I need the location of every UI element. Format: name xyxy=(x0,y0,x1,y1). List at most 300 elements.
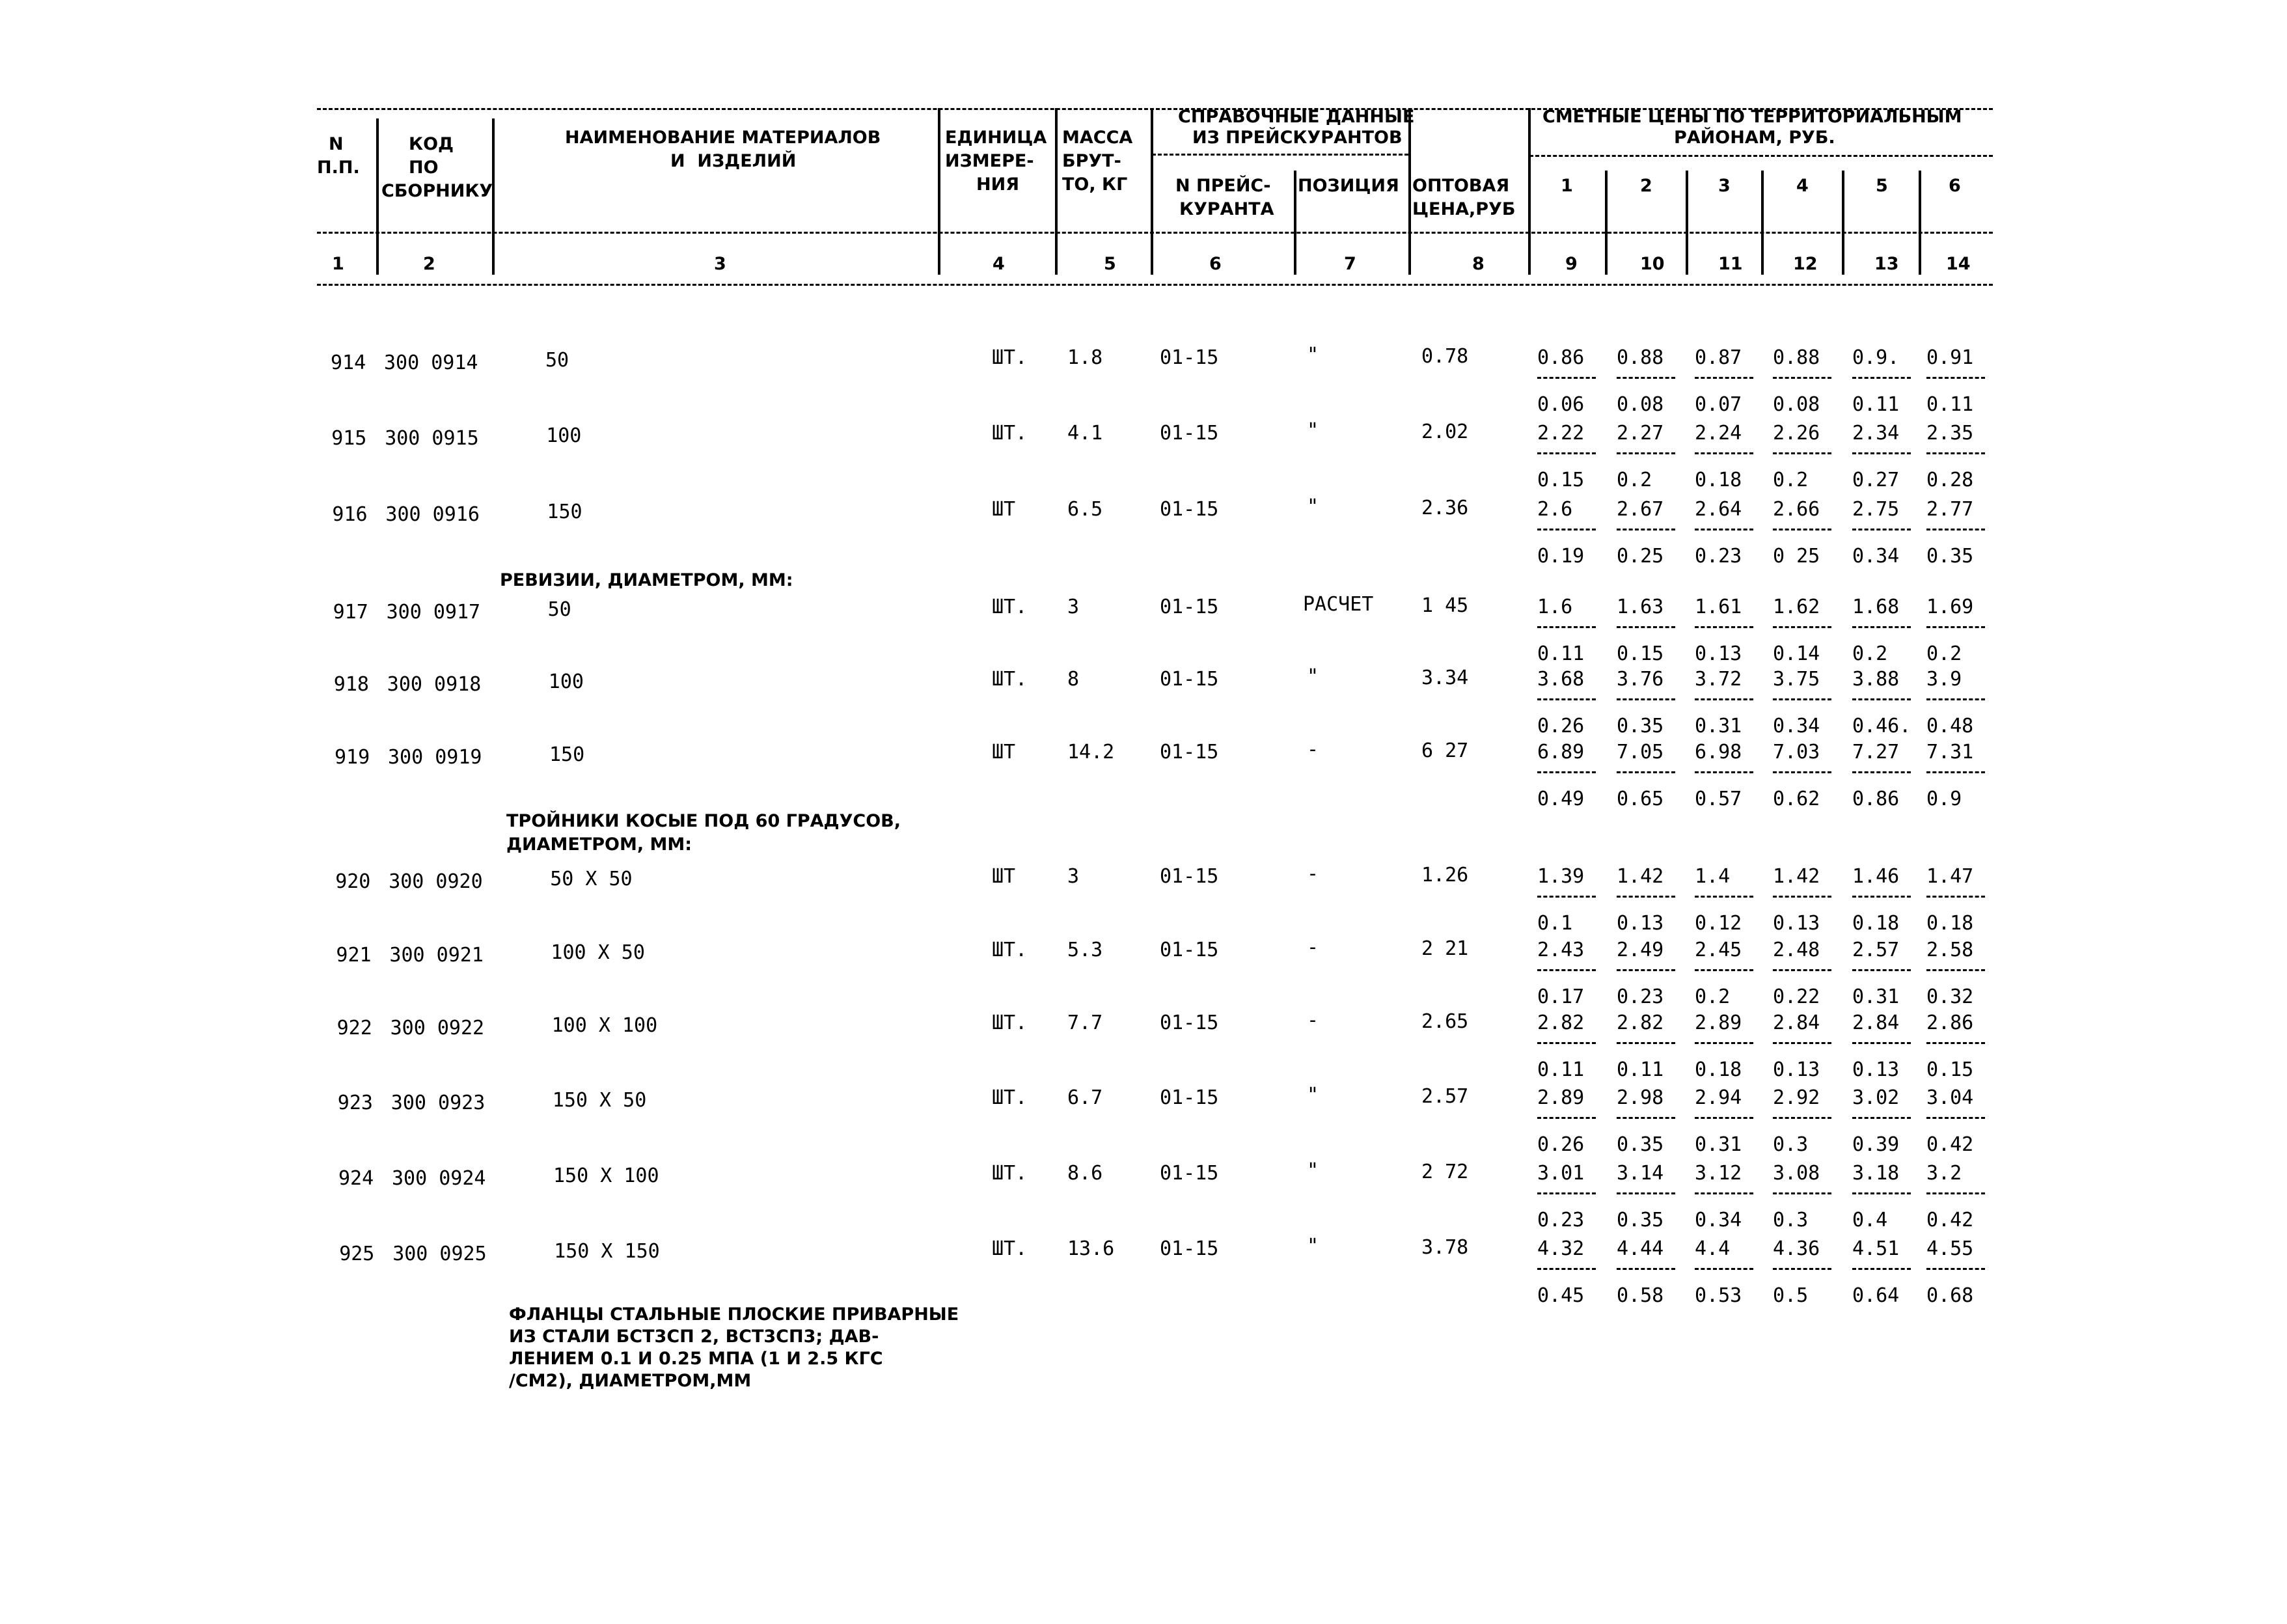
ref-header: ИЗ ПРЕЙСКУРАНТОВ xyxy=(1192,128,1403,148)
region-price-sub: 0.1 xyxy=(1537,912,1573,935)
fraction-line xyxy=(1773,1042,1831,1044)
row-number: 924 xyxy=(338,1167,374,1190)
row-name: 150 X 50 xyxy=(552,1089,647,1112)
fraction-line xyxy=(1617,969,1675,971)
region-price-sub: 0.14 xyxy=(1773,642,1820,665)
region-price-sub: 0.49 xyxy=(1537,788,1585,810)
header-mid-rule xyxy=(317,232,1993,234)
region-price-sub: 0.19 xyxy=(1537,545,1585,568)
col-divider xyxy=(1151,108,1153,275)
row-name: 50 xyxy=(545,349,569,372)
row-code: 300 0919 xyxy=(388,746,482,769)
region-price-sub: 0.15 xyxy=(1617,642,1664,665)
col1-header: N xyxy=(329,134,344,154)
region-price: 0.88 xyxy=(1617,346,1664,369)
region-price: 2.57 xyxy=(1852,939,1900,961)
region-price-sub: 0.11 xyxy=(1537,642,1585,665)
region-price: 1.42 xyxy=(1617,865,1664,888)
region-price-sub: 0.34 xyxy=(1852,545,1900,568)
region-price-sub: 0.62 xyxy=(1773,788,1820,810)
row-position: - xyxy=(1307,862,1319,885)
row-number: 914 xyxy=(331,351,366,374)
fraction-line xyxy=(1926,626,1985,628)
col-divider xyxy=(1919,171,1921,275)
region-price: 4.55 xyxy=(1926,1237,1974,1260)
row-number: 920 xyxy=(335,870,371,893)
region-price: 6.89 xyxy=(1537,741,1585,764)
region-price-sub: 0.13 xyxy=(1695,642,1742,665)
column-number: 14 xyxy=(1946,254,1971,274)
fraction-line xyxy=(1537,1268,1596,1270)
region-number: 6 xyxy=(1949,176,1961,196)
row-position: " xyxy=(1307,1159,1319,1182)
fraction-line xyxy=(1926,771,1985,773)
section-heading: ФЛАНЦЫ СТАЛЬНЫЕ ПЛОСКИЕ ПРИВАРНЫЕ xyxy=(509,1304,959,1325)
col-divider xyxy=(1686,171,1688,275)
row-unit: ШТ xyxy=(992,741,1016,764)
fraction-line xyxy=(1537,529,1596,530)
region-price-sub: 0.06 xyxy=(1537,393,1585,416)
col8-header: ЦЕНА,РУБ xyxy=(1412,199,1516,219)
fraction-line xyxy=(1852,377,1911,379)
region-price-sub: 0.18 xyxy=(1695,1058,1742,1081)
fraction-line xyxy=(1695,969,1753,971)
column-number: 6 xyxy=(1209,254,1222,274)
col4-header: ЕДИНИЦА xyxy=(945,128,1047,148)
column-number: 5 xyxy=(1104,254,1116,274)
region-price: 3.18 xyxy=(1852,1162,1900,1185)
row-number: 919 xyxy=(335,746,370,769)
region-price: 2.35 xyxy=(1926,422,1974,445)
region-price-sub: 0.23 xyxy=(1617,985,1664,1008)
fraction-line xyxy=(1617,626,1675,628)
section-heading: ЛЕНИЕМ 0.1 И 0.25 МПА (1 И 2.5 КГС xyxy=(509,1349,883,1369)
region-price: 2.82 xyxy=(1537,1012,1585,1034)
region-price-sub: 0.18 xyxy=(1852,912,1900,935)
region-price: 2.89 xyxy=(1537,1086,1585,1109)
region-price: 2.27 xyxy=(1617,422,1664,445)
region-price: 2.66 xyxy=(1773,498,1820,521)
row-number: 918 xyxy=(333,673,369,696)
col6-header: N ПРЕЙС- xyxy=(1175,176,1271,196)
region-price-sub: 0.11 xyxy=(1852,393,1900,416)
region-price: 1.47 xyxy=(1926,865,1974,888)
fraction-line xyxy=(1773,1117,1831,1119)
fraction-line xyxy=(1617,896,1675,898)
region-price-sub: 0.4 xyxy=(1852,1209,1888,1232)
row-unit: ШТ. xyxy=(992,422,1028,445)
ref-subrule xyxy=(1152,154,1408,156)
region-price: 3.76 xyxy=(1617,668,1664,691)
row-unit: ШТ xyxy=(992,498,1016,521)
fraction-line xyxy=(1773,529,1831,530)
row-mass: 14.2 xyxy=(1067,741,1115,764)
fraction-line xyxy=(1617,771,1675,773)
region-number: 3 xyxy=(1718,176,1731,196)
column-number: 13 xyxy=(1874,254,1899,274)
region-price-sub: 0.22 xyxy=(1773,985,1820,1008)
region-price: 3.68 xyxy=(1537,668,1585,691)
region-price: 6.98 xyxy=(1695,741,1742,764)
regions-header: СМЕТНЫЕ ЦЕНЫ ПО ТЕРРИТОРИАЛЬНЫМ xyxy=(1542,107,1962,127)
region-price-sub: 0.26 xyxy=(1537,1133,1585,1156)
row-name: 50 X 50 xyxy=(550,868,633,890)
region-price-sub: 0.13 xyxy=(1852,1058,1900,1081)
fraction-line xyxy=(1773,698,1831,700)
fraction-line xyxy=(1695,626,1753,628)
region-number: 5 xyxy=(1876,176,1888,196)
region-price: 1.46 xyxy=(1852,865,1900,888)
fraction-line xyxy=(1617,452,1675,454)
row-mass: 8.6 xyxy=(1067,1162,1103,1185)
fraction-line xyxy=(1695,1268,1753,1270)
col-divider xyxy=(1605,171,1608,275)
fraction-line xyxy=(1695,529,1753,530)
row-wholesale-price: 2 21 xyxy=(1421,937,1469,960)
row-price-list: 01-15 xyxy=(1160,1012,1219,1034)
col-divider xyxy=(376,118,379,275)
row-position: - xyxy=(1307,1009,1319,1032)
row-position: " xyxy=(1307,344,1319,366)
column-number: 3 xyxy=(714,254,726,274)
fraction-line xyxy=(1617,1117,1675,1119)
col4-header: ИЗМЕРЕ- xyxy=(945,151,1034,171)
row-mass: 5.3 xyxy=(1067,939,1103,961)
row-number: 916 xyxy=(332,503,368,526)
row-name: 150 X 100 xyxy=(553,1164,659,1187)
region-price: 4.51 xyxy=(1852,1237,1900,1260)
col2-header: КОД xyxy=(409,134,454,154)
row-code: 300 0922 xyxy=(390,1017,485,1039)
region-price: 0.91 xyxy=(1926,346,1974,369)
row-code: 300 0916 xyxy=(385,503,480,526)
fraction-line xyxy=(1773,377,1831,379)
region-price: 7.03 xyxy=(1773,741,1820,764)
region-price: 3.72 xyxy=(1695,668,1742,691)
region-price: 1.61 xyxy=(1695,596,1742,618)
row-name: 100 X 50 xyxy=(551,941,645,964)
row-unit: ШТ. xyxy=(992,1012,1028,1034)
row-wholesale-price: 2.36 xyxy=(1421,497,1469,519)
fraction-line xyxy=(1695,377,1753,379)
region-price-sub: 0.65 xyxy=(1617,788,1664,810)
section-heading: ДИАМЕТРОМ, ММ: xyxy=(506,834,692,855)
row-wholesale-price: 6 27 xyxy=(1421,739,1469,762)
column-number: 7 xyxy=(1344,254,1356,274)
region-price-sub: 0.9 xyxy=(1926,788,1962,810)
col-divider xyxy=(1528,108,1531,275)
region-price-sub: 0.2 xyxy=(1852,642,1888,665)
region-price-sub: 0.48 xyxy=(1926,715,1974,737)
fraction-line xyxy=(1926,896,1985,898)
region-price: 1.6 xyxy=(1537,596,1573,618)
row-name: 100 xyxy=(546,424,582,447)
fraction-line xyxy=(1926,1192,1985,1194)
row-code: 300 0925 xyxy=(392,1243,487,1265)
region-price-sub: 0.2 xyxy=(1695,985,1731,1008)
row-wholesale-price: 1 45 xyxy=(1421,594,1469,617)
fraction-line xyxy=(1926,377,1985,379)
fraction-line xyxy=(1773,896,1831,898)
fraction-line xyxy=(1852,452,1911,454)
row-position: " xyxy=(1307,495,1319,518)
region-price: 1.62 xyxy=(1773,596,1820,618)
col-divider xyxy=(1761,171,1764,275)
column-number: 2 xyxy=(423,254,435,274)
fraction-line xyxy=(1695,698,1753,700)
region-price-sub: 0.39 xyxy=(1852,1133,1900,1156)
region-price-sub: 0.3 xyxy=(1773,1133,1809,1156)
fraction-line xyxy=(1617,1192,1675,1194)
region-price-sub: 0.25 xyxy=(1617,545,1664,568)
col-divider xyxy=(1055,108,1058,275)
region-number: 4 xyxy=(1796,176,1809,196)
row-name: 150 xyxy=(547,501,582,523)
fraction-line xyxy=(1695,896,1753,898)
row-name: 100 xyxy=(548,670,584,693)
region-price: 3.01 xyxy=(1537,1162,1585,1185)
fraction-line xyxy=(1537,969,1596,971)
ref-header: СПРАВОЧНЫЕ ДАННЫЕ xyxy=(1178,107,1415,127)
col2-header: СБОРНИКУ xyxy=(381,181,493,201)
col5-header: ТО, КГ xyxy=(1062,174,1128,195)
regions-header: РАЙОНАМ, РУБ. xyxy=(1674,128,1835,148)
region-price-sub: 0.31 xyxy=(1852,985,1900,1008)
row-price-list: 01-15 xyxy=(1160,422,1219,445)
region-price-sub: 0.34 xyxy=(1695,1209,1742,1232)
region-price-sub: 0.26 xyxy=(1537,715,1585,737)
regions-subrule xyxy=(1529,155,1993,157)
region-price-sub: 0.23 xyxy=(1537,1209,1585,1232)
col-divider xyxy=(1294,171,1296,275)
region-price-sub: 0.46. xyxy=(1852,715,1911,737)
row-position: - xyxy=(1307,936,1319,959)
column-number: 11 xyxy=(1718,254,1743,274)
row-unit: ШТ xyxy=(992,865,1016,888)
row-price-list: 01-15 xyxy=(1160,1086,1219,1109)
region-price: 7.27 xyxy=(1852,741,1900,764)
region-price-sub: 0.15 xyxy=(1926,1058,1974,1081)
region-price: 4.36 xyxy=(1773,1237,1820,1260)
fraction-line xyxy=(1926,1117,1985,1119)
header-bottom-rule xyxy=(317,284,1993,286)
section-heading: ИЗ СТАЛИ БСТ3СП 2, ВСТ3СП3; ДАВ- xyxy=(509,1327,879,1347)
region-price: 0.9. xyxy=(1852,346,1900,369)
row-unit: ШТ. xyxy=(992,1162,1028,1185)
fraction-line xyxy=(1617,698,1675,700)
region-price-sub: 0 25 xyxy=(1773,545,1820,568)
row-number: 925 xyxy=(339,1243,375,1265)
row-number: 915 xyxy=(331,427,367,450)
region-price: 2.48 xyxy=(1773,939,1820,961)
fraction-line xyxy=(1537,1117,1596,1119)
region-price-sub: 0.34 xyxy=(1773,715,1820,737)
row-price-list: 01-15 xyxy=(1160,741,1219,764)
region-price: 2.92 xyxy=(1773,1086,1820,1109)
region-price-sub: 0.23 xyxy=(1695,545,1742,568)
col8-header: ОПТОВАЯ xyxy=(1412,176,1510,196)
fraction-line xyxy=(1617,1268,1675,1270)
row-unit: ШТ. xyxy=(992,346,1028,369)
region-price-sub: 0.2 xyxy=(1773,469,1809,491)
fraction-line xyxy=(1617,529,1675,530)
row-code: 300 0924 xyxy=(392,1167,486,1190)
fraction-line xyxy=(1695,1192,1753,1194)
region-price-sub: 0.68 xyxy=(1926,1284,1974,1307)
row-number: 922 xyxy=(336,1017,372,1039)
fraction-line xyxy=(1537,452,1596,454)
fraction-line xyxy=(1852,1042,1911,1044)
region-price: 2.86 xyxy=(1926,1012,1974,1034)
row-wholesale-price: 3.78 xyxy=(1421,1236,1469,1259)
fraction-line xyxy=(1852,1268,1911,1270)
region-price: 3.02 xyxy=(1852,1086,1900,1109)
row-code: 300 0915 xyxy=(385,427,479,450)
row-number: 917 xyxy=(333,601,368,624)
row-mass: 7.7 xyxy=(1067,1012,1103,1034)
region-price: 7.05 xyxy=(1617,741,1664,764)
fraction-line xyxy=(1773,452,1831,454)
region-price-sub: 0.35 xyxy=(1617,1209,1664,1232)
row-position: - xyxy=(1307,738,1319,761)
row-mass: 3 xyxy=(1067,865,1080,888)
region-price-sub: 0.18 xyxy=(1695,469,1742,491)
row-code: 300 0918 xyxy=(387,673,482,696)
col2-header: ПО xyxy=(409,158,439,178)
region-price-sub: 0.42 xyxy=(1926,1209,1974,1232)
column-number: 8 xyxy=(1472,254,1485,274)
region-price-sub: 0.31 xyxy=(1695,1133,1742,1156)
region-price-sub: 0.2 xyxy=(1617,469,1652,491)
region-price: 1.39 xyxy=(1537,865,1585,888)
region-price-sub: 0.35 xyxy=(1926,545,1974,568)
fraction-line xyxy=(1926,1042,1985,1044)
region-price-sub: 0.57 xyxy=(1695,788,1742,810)
region-price: 1.63 xyxy=(1617,596,1664,618)
row-position: " xyxy=(1307,1084,1319,1107)
row-mass: 8 xyxy=(1067,668,1080,691)
col6-header: КУРАНТА xyxy=(1179,199,1274,219)
fraction-line xyxy=(1617,1042,1675,1044)
row-number: 921 xyxy=(336,944,372,967)
fraction-line xyxy=(1852,771,1911,773)
col4-header: НИЯ xyxy=(976,174,1019,195)
row-price-list: 01-15 xyxy=(1160,346,1219,369)
region-price-sub: 0.86 xyxy=(1852,788,1900,810)
col-divider xyxy=(1408,108,1411,275)
col1-header: П.П. xyxy=(317,158,360,178)
region-price-sub: 0.27 xyxy=(1852,469,1900,491)
region-price: 4.32 xyxy=(1537,1237,1585,1260)
fraction-line xyxy=(1852,1117,1911,1119)
region-price-sub: 0.28 xyxy=(1926,469,1974,491)
row-wholesale-price: 3.34 xyxy=(1421,667,1469,689)
region-price-sub: 0.5 xyxy=(1773,1284,1809,1307)
region-price: 0.88 xyxy=(1773,346,1820,369)
fraction-line xyxy=(1773,626,1831,628)
region-price: 1.42 xyxy=(1773,865,1820,888)
region-price-sub: 0.32 xyxy=(1926,985,1974,1008)
col7-header: ПОЗИЦИЯ xyxy=(1298,176,1399,196)
row-position: " xyxy=(1307,419,1319,442)
region-price: 3.12 xyxy=(1695,1162,1742,1185)
region-price: 2.84 xyxy=(1852,1012,1900,1034)
region-price-sub: 0.07 xyxy=(1695,393,1742,416)
region-price: 2.77 xyxy=(1926,498,1974,521)
region-price: 0.87 xyxy=(1695,346,1742,369)
fraction-line xyxy=(1695,452,1753,454)
region-price: 2.26 xyxy=(1773,422,1820,445)
region-price: 2.58 xyxy=(1926,939,1974,961)
fraction-line xyxy=(1695,771,1753,773)
region-price: 1.69 xyxy=(1926,596,1974,618)
region-price: 3.2 xyxy=(1926,1162,1962,1185)
row-position: " xyxy=(1307,665,1319,688)
fraction-line xyxy=(1537,896,1596,898)
region-price: 2.75 xyxy=(1852,498,1900,521)
row-price-list: 01-15 xyxy=(1160,865,1219,888)
col3-header: И ИЗДЕЛИЙ xyxy=(670,151,797,171)
row-code: 300 0923 xyxy=(390,1092,486,1114)
column-number: 1 xyxy=(332,254,344,274)
region-price: 1.68 xyxy=(1852,596,1900,618)
region-price-sub: 0.42 xyxy=(1926,1133,1974,1156)
row-wholesale-price: 2.65 xyxy=(1421,1010,1469,1033)
region-price-sub: 0.58 xyxy=(1617,1284,1664,1307)
column-number: 10 xyxy=(1640,254,1665,274)
row-code: 300 0921 xyxy=(389,944,484,967)
region-price: 2.94 xyxy=(1695,1086,1742,1109)
row-wholesale-price: 2.02 xyxy=(1421,420,1469,443)
row-price-list: 01-15 xyxy=(1160,1237,1219,1260)
region-price-sub: 0.3 xyxy=(1773,1209,1809,1232)
row-mass: 6.5 xyxy=(1067,498,1103,521)
col-divider xyxy=(938,108,940,275)
region-price-sub: 0.08 xyxy=(1773,393,1820,416)
column-number: 9 xyxy=(1565,254,1578,274)
fraction-line xyxy=(1773,1192,1831,1194)
section-heading: ТРОЙНИКИ КОСЫЕ ПОД 60 ГРАДУСОВ, xyxy=(506,811,901,831)
row-unit: ШТ. xyxy=(992,1237,1028,1260)
region-price: 3.75 xyxy=(1773,668,1820,691)
region-price: 3.14 xyxy=(1617,1162,1664,1185)
region-price-sub: 0.13 xyxy=(1773,1058,1820,1081)
region-price: 2.82 xyxy=(1617,1012,1664,1034)
section-heading: РЕВИЗИИ, ДИАМЕТРОМ, ММ: xyxy=(500,570,793,590)
row-mass: 1.8 xyxy=(1067,346,1103,369)
region-price-sub: 0.17 xyxy=(1537,985,1585,1008)
row-unit: ШТ. xyxy=(992,668,1028,691)
row-mass: 13.6 xyxy=(1067,1237,1115,1260)
row-code: 300 0920 xyxy=(389,870,483,893)
row-price-list: 01-15 xyxy=(1160,939,1219,961)
region-price: 3.88 xyxy=(1852,668,1900,691)
region-price: 2.89 xyxy=(1695,1012,1742,1034)
row-price-list: 01-15 xyxy=(1160,1162,1219,1185)
region-price: 2.34 xyxy=(1852,422,1900,445)
row-mass: 6.7 xyxy=(1067,1086,1103,1109)
col-divider xyxy=(1842,171,1844,275)
region-price: 1.4 xyxy=(1695,865,1731,888)
fraction-line xyxy=(1537,626,1596,628)
region-price-sub: 0.35 xyxy=(1617,715,1664,737)
row-mass: 4.1 xyxy=(1067,422,1103,445)
row-wholesale-price: 2.57 xyxy=(1421,1085,1469,1108)
fraction-line xyxy=(1852,529,1911,530)
region-price-sub: 0.45 xyxy=(1537,1284,1585,1307)
region-price: 2.6 xyxy=(1537,498,1573,521)
section-heading: /СМ2), ДИАМЕТРОМ,ММ xyxy=(509,1371,752,1391)
